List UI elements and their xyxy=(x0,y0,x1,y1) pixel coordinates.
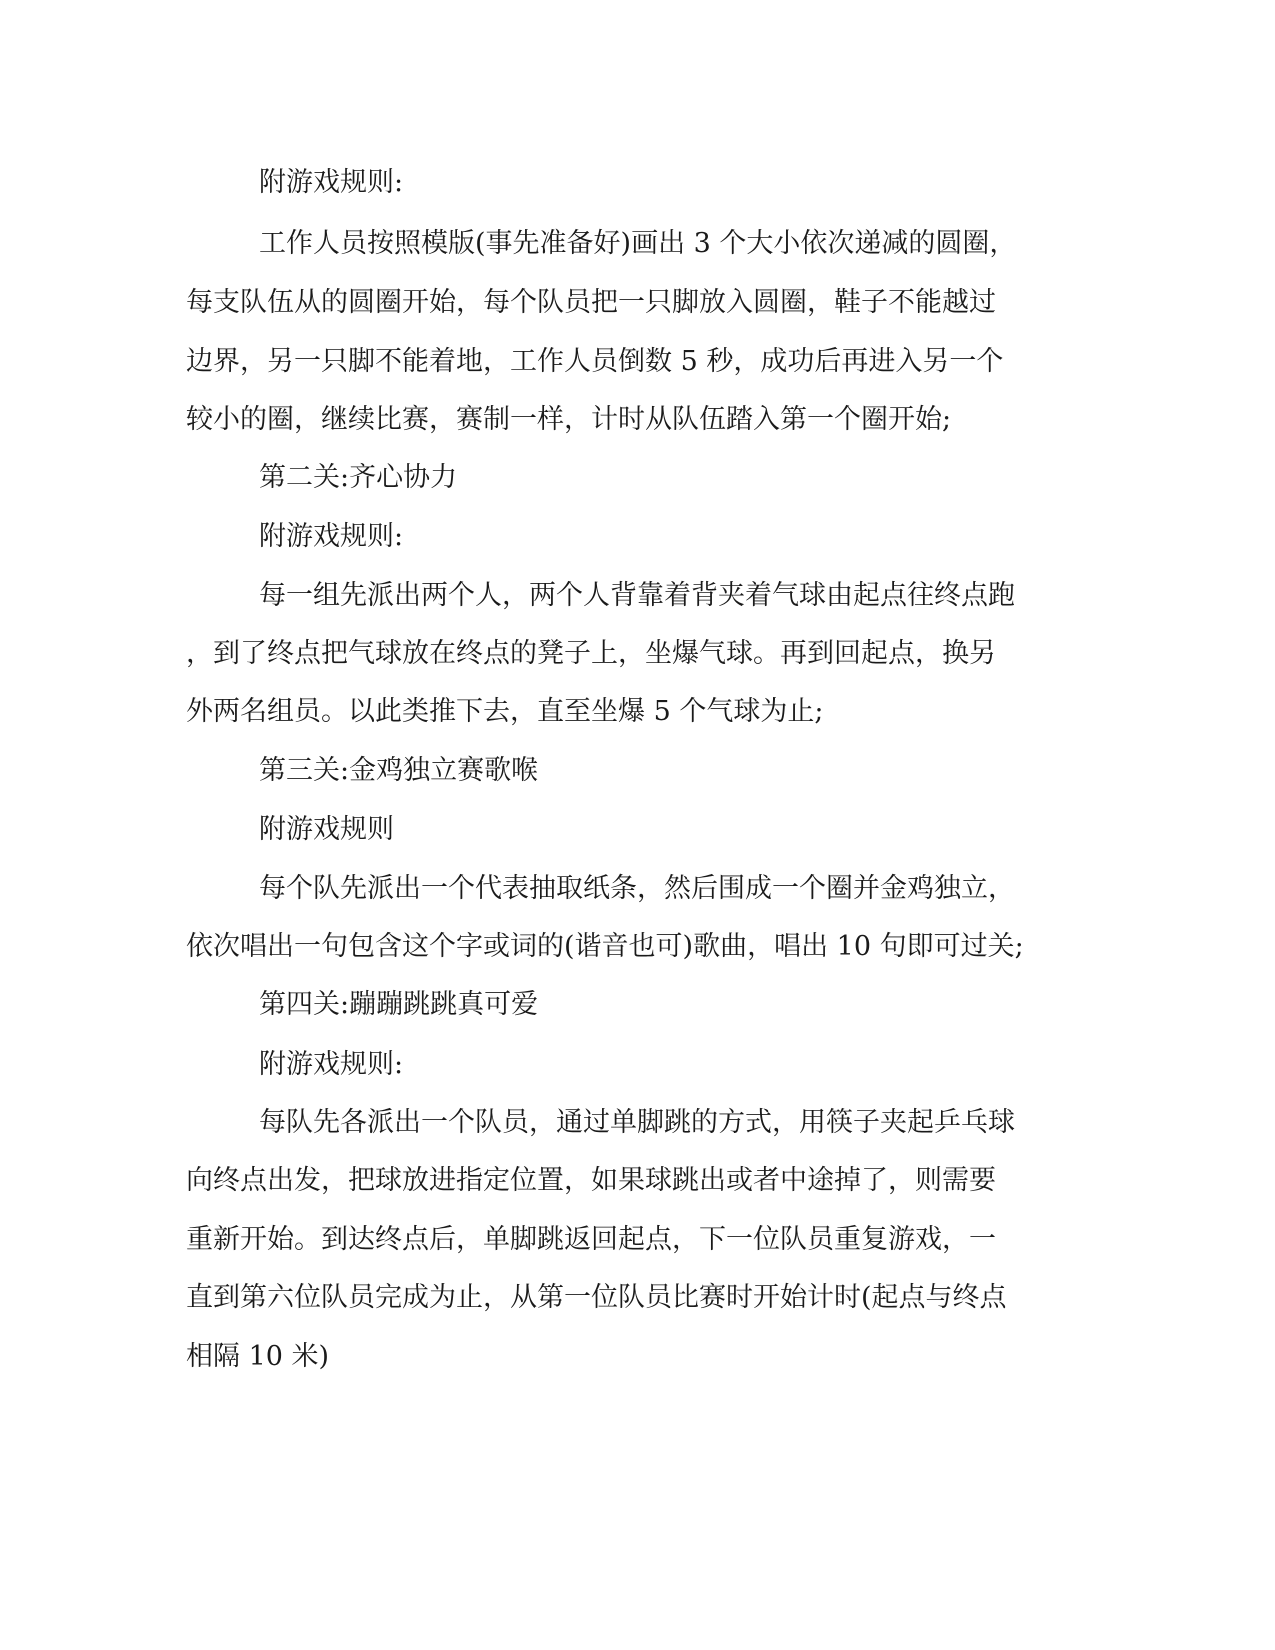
rules-heading-4: 附游戏规则: xyxy=(259,1049,404,1080)
section-title-3: 第三关:金鸡独立赛歌喉 xyxy=(259,755,539,786)
paragraph-line: 边界，另一只脚不能着地，工作人员倒数 5 秒，成功后再进入另一个 xyxy=(186,346,1004,377)
section-title-4: 第四关:蹦蹦跳跳真可爱 xyxy=(259,989,539,1020)
paragraph-line: 重新开始。到达终点后，单脚跳返回起点，下一位队员重复游戏，一 xyxy=(186,1224,996,1255)
rules-heading-3: 附游戏规则 xyxy=(259,814,394,845)
paragraph-line: 相隔 10 米) xyxy=(186,1341,330,1372)
paragraph-line: ，到了终点把气球放在终点的凳子上，坐爆气球。再到回起点，换另 xyxy=(186,638,996,669)
paragraph-line: 直到第六位队员完成为止，从第一位队员比赛时开始计时(起点与终点 xyxy=(186,1282,1007,1313)
paragraph-line: 每一组先派出两个人，两个人背靠着背夹着气球由起点往终点跑 xyxy=(259,580,1015,611)
paragraph-line: 每个队先派出一个代表抽取纸条，然后围成一个圈并金鸡独立， xyxy=(259,873,1015,904)
paragraph-line: 较小的圈，继续比赛，赛制一样，计时从队伍踏入第一个圈开始; xyxy=(186,404,952,435)
paragraph-line: 依次唱出一句包含这个字或词的(谐音也可)歌曲，唱出 10 句即可过关; xyxy=(186,931,1024,962)
paragraph-line: 每支队伍从的圆圈开始，每个队员把一只脚放入圆圈，鞋子不能越过 xyxy=(186,287,996,318)
section-title-2: 第二关:齐心协力 xyxy=(259,462,458,493)
paragraph-line: 向终点出发，把球放进指定位置，如果球跳出或者中途掉了，则需要 xyxy=(186,1165,996,1196)
rules-heading-2: 附游戏规则: xyxy=(259,521,404,552)
paragraph-line: 工作人员按照模版(事先准备好)画出 3 个大小依次递减的圆圈， xyxy=(259,228,1017,259)
rules-heading-1: 附游戏规则: xyxy=(259,167,404,198)
paragraph-line: 外两名组员。以此类推下去，直至坐爆 5 个气球为止; xyxy=(186,696,824,727)
paragraph-line: 每队先各派出一个队员，通过单脚跳的方式，用筷子夹起乒乓球 xyxy=(259,1107,1015,1138)
